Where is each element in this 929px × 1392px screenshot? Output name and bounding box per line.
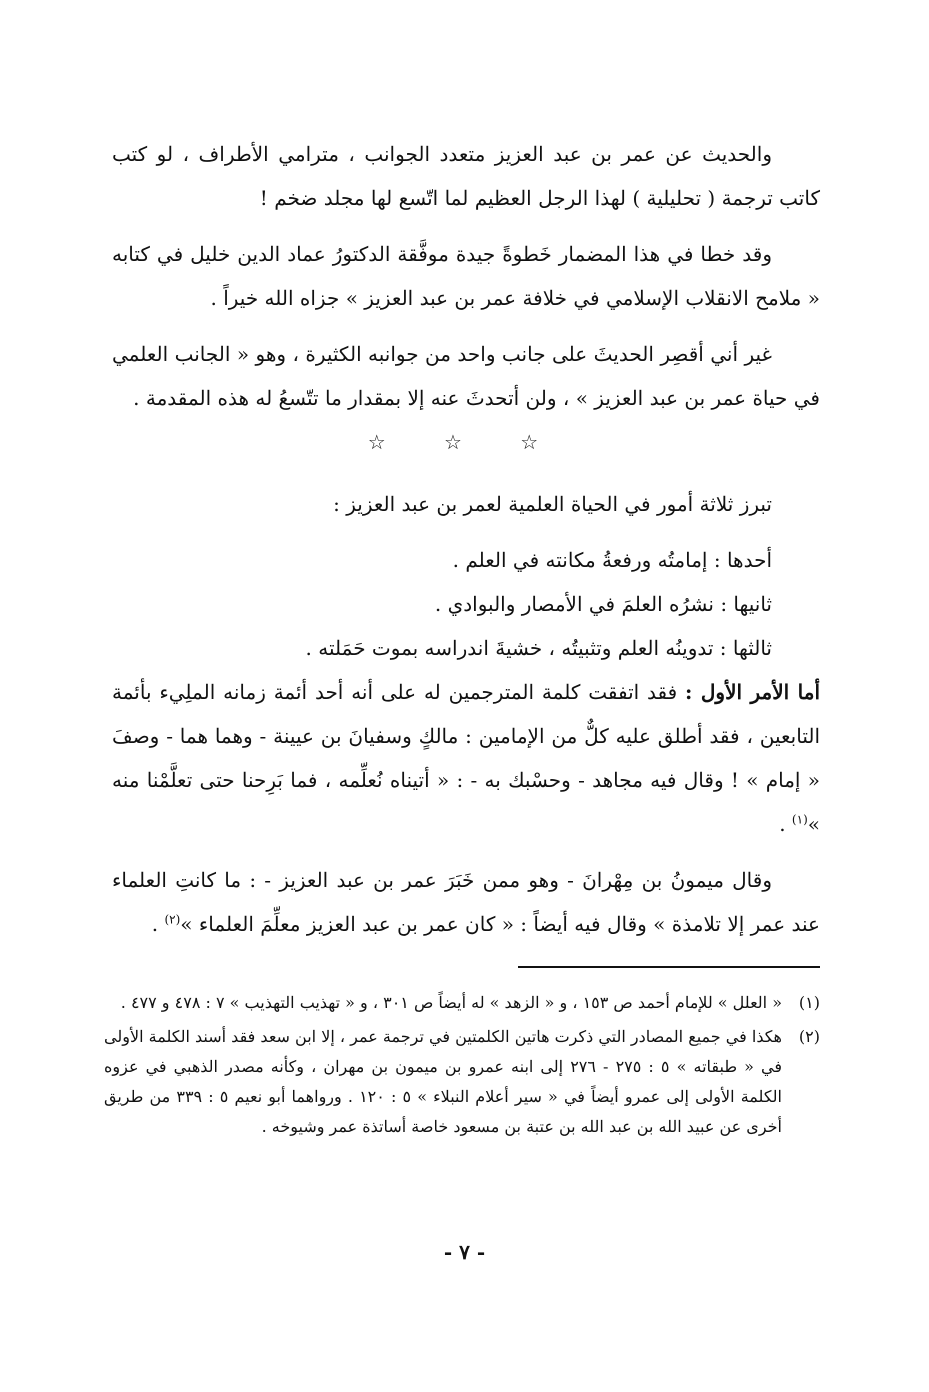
footnote-text: « العلل » للإمام أحمد ص ١٥٣ ، و « الزهد » له أيضاً ص ٣٠١ ، و « تهذيب التهذيب » ٧ : ٤٧٨ و ٤٧٧ .	[120, 993, 782, 1012]
list-item-3: ثالثها : تدوينُه العلم وتثبيتُه ، خشيةَ اندراسه بموت حَمَلته .	[305, 636, 772, 660]
footnote-divider	[518, 966, 820, 968]
page-number: - ٧ -	[443, 1240, 486, 1264]
paragraph-3: غير أني أقصِر الحديثَ على جانب واحد من جوانبه الكثيرة ، وهو « الجانب العلمي في حياة عمر بن عبد العزيز » ، ولن أتحدثَ عنه إلا بمقدار ما تتّسعُ له هذه المقدمة .	[112, 342, 820, 410]
section-separator-stars: ☆ ☆ ☆	[367, 430, 565, 454]
paragraph-5-text: فقد اتفقت كلمة المترجمين له على أنه أحد أئمة زمانه الملِيء بأئمة التابعين ، فقد أطلق عليه كلٌّ من الإمامين : مالكٍ وسفيانَ بن عيينة - وهما هما - وصفَ « إمام » ! وقال فيه مجاهد - وحسْبك به - : « أتيناه نُعلِّمه ، فما بَرِحنا حتى تعلَّمْنا منه »	[112, 680, 820, 836]
list-item-2: ثانيها : نشرُه العلمَ في الأمصار والبوادي .	[434, 592, 772, 616]
paragraph-5-end: .	[779, 812, 792, 836]
footnote-ref-2: (٢)	[164, 912, 181, 927]
paragraph-5-lead: أما الأمر الأول :	[685, 680, 820, 704]
paragraph-4: تبرز ثلاثة أمور في الحياة العلمية لعمر بن عبد العزيز :	[333, 492, 772, 516]
footnotes	[104, 988, 820, 1146]
paragraph-6-text: وقال ميمونُ بن مِهْرانَ - وهو ممن خَبَرَ عمر بن عبد العزيز - : ما كانتِ العلماء عند عمر إلا تلامذة » وقال فيه أيضاً : « كان عمر بن عبد العزيز معلِّمَ العلماء »	[112, 868, 820, 936]
footnote-2	[104, 1022, 820, 1142]
main-text	[112, 132, 820, 958]
paragraph-1: والحديث عن عمر بن عبد العزيز متعدد الجوانب ، مترامي الأطراف ، لو كتب كاتب ترجمة ( تحليلية ) لهذا الرجل العظيم لما اتّسع لها مجلد ضخم !	[112, 142, 820, 210]
paragraph-6	[112, 858, 820, 946]
paragraph-2: وقد خطا في هذا المضمار خَطوةً جيدة موفَّقة الدكتورُ عماد الدين خليل في كتابه « ملامح الانقلاب الإسلامي في خلافة عمر بن عبد العزيز » جزاه الله خيراً .	[112, 242, 820, 310]
footnote-number: (٢)	[798, 1027, 820, 1046]
footnote-1	[104, 988, 820, 1018]
footnote-text: هكذا في جميع المصادر التي ذكرت هاتين الكلمتين في ترجمة عمر ، إلا ابن سعد فقد أسند الكلمة الأولى في « طبقاته » ٥ : ٢٧٥ - ٢٧٦ إلى ابنه عمرو بن ميمون بن مهران ، وكأنه مصدر الذهبي في عزوه الكلمة الأولى إلى عمرو أيضاً في « سير أعلام النبلاء » ٥ : ١٢٠ . ورواهما أبو نعيم ٥ : ٣٣٩ من طريق أخرى عن عبيد الله بن عبد الله بن عتبة بن مسعود خاصة أساتذة عمر وشيوخه .	[104, 1027, 783, 1136]
list-item-1: أحدها : إمامتُه ورفعةُ مكانته في العلم .	[452, 548, 772, 572]
footnote-ref-1: (١)	[791, 812, 808, 827]
paragraph-6-end: .	[151, 912, 165, 936]
paragraph-5	[112, 670, 820, 846]
footnote-number: (١)	[798, 993, 820, 1012]
